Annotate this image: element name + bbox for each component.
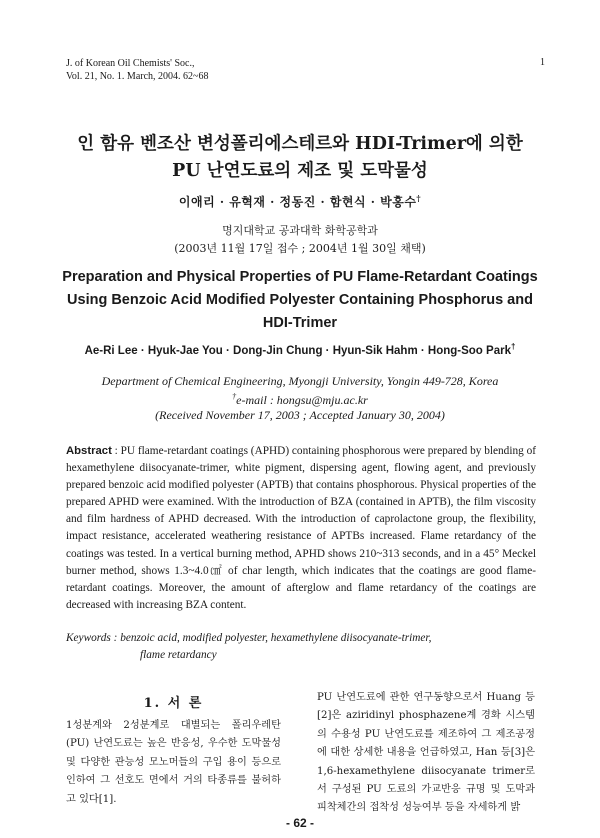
page-number: 1 xyxy=(540,57,545,68)
korean-dates: (2003년 11월 17일 접수 ; 2004년 1월 30일 채택) xyxy=(174,242,426,255)
email-address: e-mail : hongsu@mju.ac.kr xyxy=(236,393,368,407)
english-dates: (Received November 17, 2003 ; Accepted January 30, 2004) xyxy=(155,408,445,422)
keywords-line1: : benzoic acid, modified polyester, hexamethylene diisocyanate-trimer, xyxy=(110,632,432,644)
english-title-line1: Preparation and Physical Properties of PU Flame-Retardant Coatings xyxy=(62,269,538,285)
footer-page-number: - 62 - xyxy=(285,816,314,830)
english-title-line3: HDI-Trimer xyxy=(262,315,338,331)
korean-author-mark: † xyxy=(416,193,422,203)
korean-affiliation: 명지대학교 공과대학 화학공학과 xyxy=(222,224,378,237)
section-heading: 1. 서 론 xyxy=(143,696,204,711)
intro-right-column: PU 난연도료에 관한 연구동향으로서 Huang 등[2]은 aziridinyl phosphazene계 경화 시스템의 수용성 PU 난연도료를 제조하여 그 제조공정에 대한 상세한 내용을 언급하였고, Han 등[3]은 1,6-hexamethylene diisocyanate trimer로서 구성된 PU 도료의 가교반응 규명 및 도막과 피착체간의 접착성 성능여부 등을 자세하게 밝 xyxy=(317,692,535,814)
korean-title-line1: 인 함유 벤조산 변성폴리에스테르와 HDI-Trimer에 의한 xyxy=(77,134,523,154)
email-line xyxy=(0,392,600,408)
english-authors xyxy=(0,342,600,357)
journal-header xyxy=(66,57,208,83)
abstract-text: : PU flame-retardant coatings (APHD) containing phosphorous were prepared by blending of hexamethylene diisocyanate-trimer, white pigment, dispersing agent, flowing agent, and previously prepared benzoic acid modified polyester (APTB) that contains phosphorous. Physical properties of the prepared APHD were examined. With the introduction of BZA (contained in APTB), the film viscosity and film hardness of APHD decreased. With the introduction of caprolactone group, the flexibility, impact resistance, accelerated weathering resistance of APTBs increased. Flame retardancy of the coatings was tested. In a vertical burning method, APHD shows 210~313 seconds, and in a 45° Meckel burner method, shows 1.3~4.0㎠ of char length, which indicates that the coatings are good flame-retardant coatings. Moreover, the amount of afterglow and flame retardancy of the coatings are decreased with increasing BZA content. xyxy=(66,445,536,611)
journal-volume: Vol. 21, No. 1. March, 2004. 62~68 xyxy=(66,71,209,82)
keywords xyxy=(66,630,536,664)
korean-authors xyxy=(0,193,600,210)
intro-left-column: 1성분계와 2성분계로 대별되는 폴리우레탄 (PU) 난연도료는 높은 반응성, 우수한 도막물성 및 다양한 관능성 모노머들의 구입 용이 등으로 인하여 그 선호도 면에서 거의 타종류를 불허하고 있다[1]. xyxy=(66,720,281,805)
english-affiliation: Department of Chemical Engineering, Myongji University, Yongin 449-728, Korea xyxy=(101,374,499,388)
journal-name: J. of Korean Oil Chemists' Soc., xyxy=(66,58,195,69)
abstract-label: Abstract xyxy=(66,445,112,457)
korean-author-names: 이애리 · 유혁재 · 정동진 · 함현식 · 박홍수 xyxy=(178,195,417,209)
email-mark: † xyxy=(232,392,237,401)
english-author-mark: † xyxy=(510,342,516,351)
keywords-line2: flame retardancy xyxy=(140,649,217,661)
korean-title-line2: PU 난연도료의 제조 및 도막물성 xyxy=(172,161,428,181)
english-title-line2: Using Benzoic Acid Modified Polyester Containing Phosphorus and xyxy=(67,292,533,308)
keywords-label: Keywords xyxy=(66,632,111,644)
abstract xyxy=(66,443,536,614)
english-author-names: Ae-Ri Lee · Hyuk-Jae You · Dong-Jin Chung · Hyun-Sik Hahm · Hong-Soo Park xyxy=(84,344,511,357)
